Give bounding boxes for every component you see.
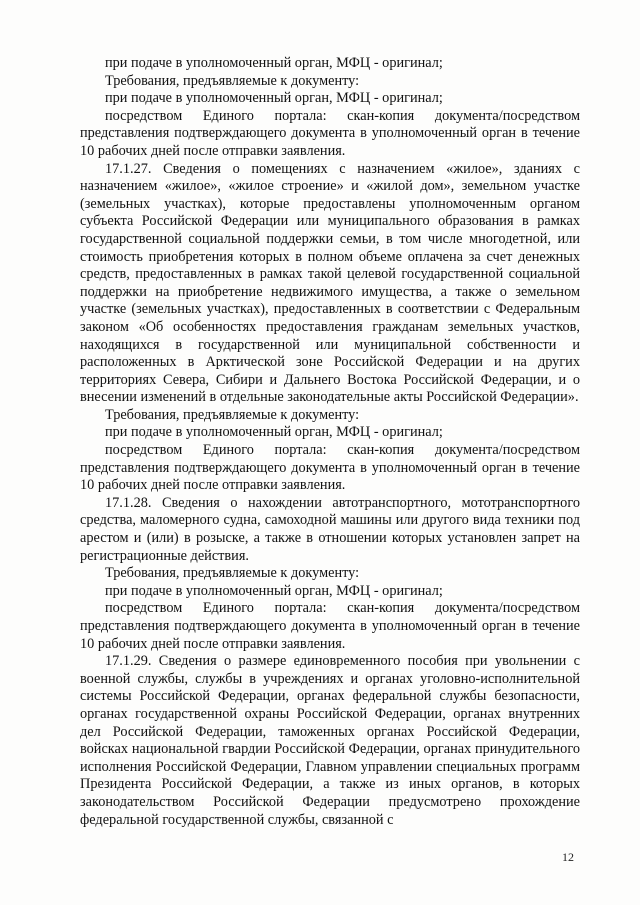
page-number: 12 [562,850,574,864]
paragraph-17-1-29: 17.1.29. Сведения о размере единовременного пособия при увольнении с военной службы, службы в учреждениях и органах уголовно-исполнительной системы Российской Федерации, органах федеральной службы безопасности, органах государственной охраны Российской Федерации, органах внутренних дел Российской Федерации, таможенных органах Российской Федерации, войсках национальной гвардии Российской Федерации, органах принудительного исполнения Российской Федерации, Главном управлении специальных программ Президента Российской Федерации, а также из иных органов, в которых законодательством Российской Федерации предусмотрено прохождение федеральной государственной службы, связанной с [80,653,580,828]
paragraph-17-1-28: 17.1.28. Сведения о нахождении автотранспортного, мототранспортного средства, маломерного судна, самоходной машины или другого вида техники под арестом и (или) в розыске, а также в отношении которых установлен запрет на регистрационные действия. [80,494,580,564]
paragraph: Требования, предъявляемые к документу: [105,406,360,423]
document-body [80,55,580,829]
paragraph: при подаче в уполномоченный орган, МФЦ - оригинал; [105,90,443,107]
paragraph: при подаче в уполномоченный орган, МФЦ - оригинал; [105,582,443,599]
paragraph: Требования, предъявляемые к документу: [105,565,360,582]
paragraph-17-1-27: 17.1.27. Сведения о помещениях с назначением «жилое», зданиях с назначением «жилое», «жилое строение» и «жилой дом», земельном участке (земельных участках), которые предоставлены уполномоченным органом субъекта Российской Федерации или муниципального образования в рамках государственной социальной поддержки семьи, в том числе многодетной, или стоимость приобретения которых в полном объеме оплачена за счет денежных средств, предоставленных в рамках такой целевой государственной социальной поддержки на приобретение недвижимого имущества, а также о земельном участке (земельных участках), предоставленных в соответствии с Федеральным законом «Об особенностях предоставления гражданам земельных участков, находящихся в государственной или муниципальной собственности и расположенных в Арктической зоне Российской Федерации и на других территориях Севера, Сибири и Дальнего Востока Российской Федерации, и о внесении изменений в отдельные законодательные акты Российской Федерации». [80,160,580,406]
paragraph: при подаче в уполномоченный орган, МФЦ - оригинал; [105,55,443,71]
paragraph: Требования, предъявляемые к документу: [105,72,360,89]
paragraph: посредством Единого портала: скан-копия документа/посредством представления подтверждающего документа в уполномоченный орган в течение 10 рабочих дней после отправки заявления. [80,442,580,494]
paragraph: посредством Единого портала: скан-копия документа/посредством представления подтверждающего документа в уполномоченный орган в течение 10 рабочих дней после отправки заявления. [80,107,580,159]
paragraph: посредством Единого портала: скан-копия документа/посредством представления подтверждающего документа в уполномоченный орган в течение 10 рабочих дней после отправки заявления. [80,600,580,652]
paragraph: при подаче в уполномоченный орган, МФЦ - оригинал; [105,424,443,441]
